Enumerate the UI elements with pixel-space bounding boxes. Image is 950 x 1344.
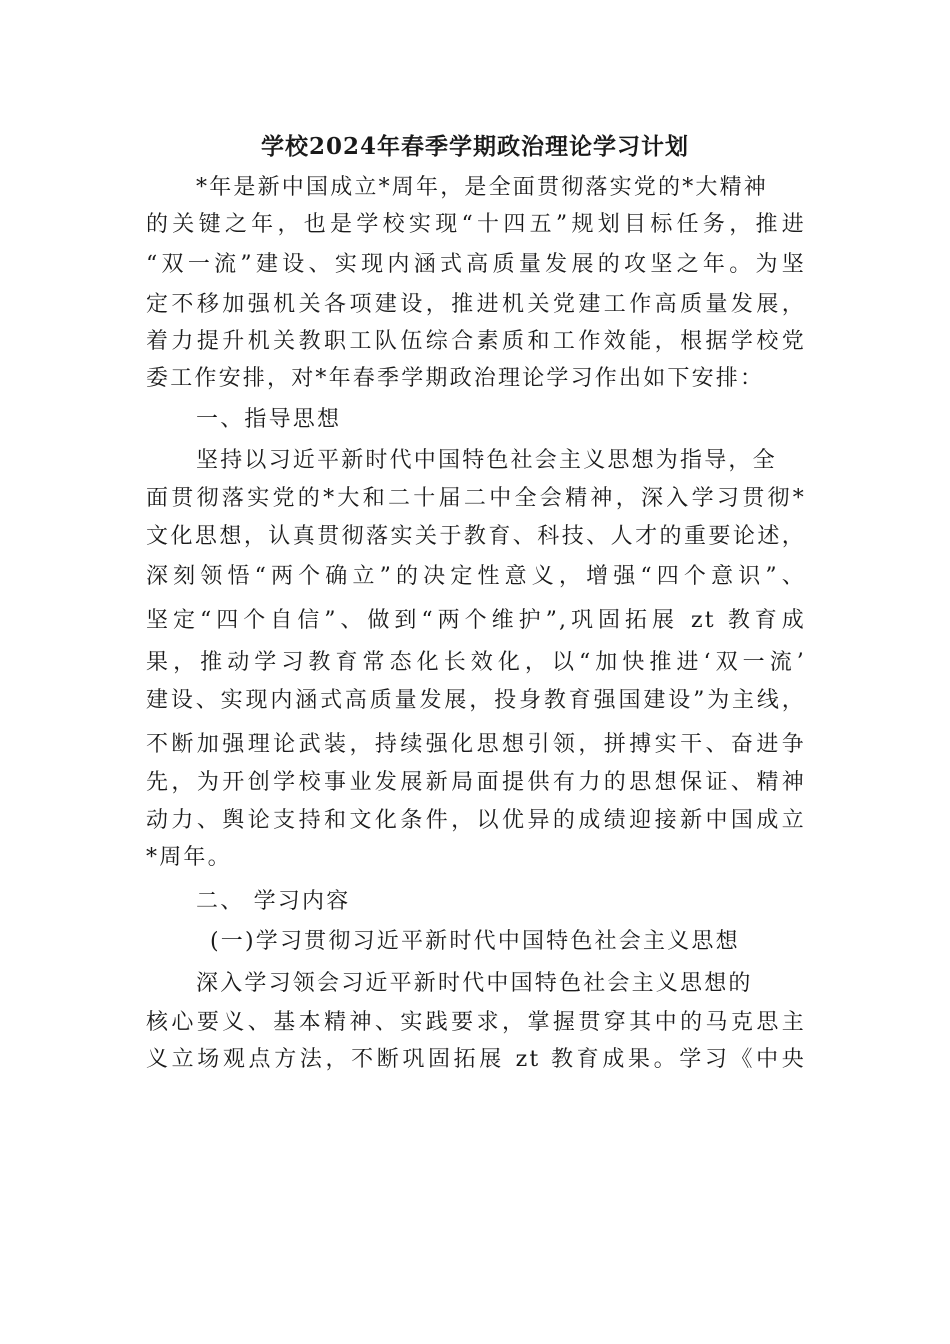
paragraph-line: 先，为开创学校事业发展新局面提供有力的思想保证、精神 [146, 770, 806, 795]
paragraph-line: 坚持以习近平新时代中国特色社会主义思想为指导，全 [196, 448, 777, 473]
paragraph-line: *周年。 [146, 845, 232, 870]
section-heading: 二、 学习内容 [196, 889, 351, 914]
paragraph-line: 面贯彻落实党的*大和二十届二中全会精神，深入学习贯彻* [146, 486, 806, 511]
paragraph-line: 定不移加强机关各项建设，推进机关党建工作高质量发展， [146, 292, 806, 317]
paragraph-line: “双一流”建设、实现内涵式高质量发展的攻坚之年。为坚 [146, 252, 806, 277]
paragraph-line: 果，推动学习教育常态化长效化，以“加快推进‘双一流’ [146, 650, 806, 675]
paragraph-line: 的关键之年，也是学校实现“十四五”规划目标任务，推进 [146, 212, 806, 237]
paragraph-line: 义立场观点方法，不断巩固拓展 zt 教育成果。学习《中央 [146, 1047, 806, 1072]
paragraph-line: 深入学习领会习近平新时代中国特色社会主义思想的 [196, 971, 753, 996]
subsection-heading: (一)学习贯彻习近平新时代中国特色社会主义思想 [210, 929, 740, 954]
paragraph-line: 文化思想，认真贯彻落实关于教育、科技、人才的重要论述， [146, 524, 806, 549]
paragraph-line: 不断加强理论武装，持续强化思想引领，拼搏实干、奋进争 [146, 732, 806, 757]
section-heading: 一、指导思想 [196, 407, 342, 432]
paragraph-line: 委工作安排，对*年春季学期政治理论学习作出如下安排： [146, 366, 765, 391]
paragraph-line: 坚定“四个自信”、做到“两个维护”,巩固拓展 zt 教育成 [146, 608, 806, 633]
paragraph-line: 建设、实现内涵式高质量发展，投身教育强国建设”为主线， [146, 688, 806, 713]
paragraph-line: 动力、舆论支持和文化条件，以优异的成绩迎接新中国成立 [146, 808, 806, 833]
paragraph-line: 着力提升机关教职工队伍综合素质和工作效能，根据学校党 [146, 329, 806, 354]
paragraph-line: *年是新中国成立*周年，是全面贯彻落实党的*大精神 [196, 175, 769, 200]
paragraph-line: 核心要义、基本精神、实践要求，掌握贯穿其中的马克思主 [146, 1010, 806, 1035]
document-title: 学校2024年春季学期政治理论学习计划 [260, 133, 689, 160]
paragraph-line: 深刻领悟“两个确立”的决定性意义，增强“四个意识”、 [146, 564, 806, 589]
